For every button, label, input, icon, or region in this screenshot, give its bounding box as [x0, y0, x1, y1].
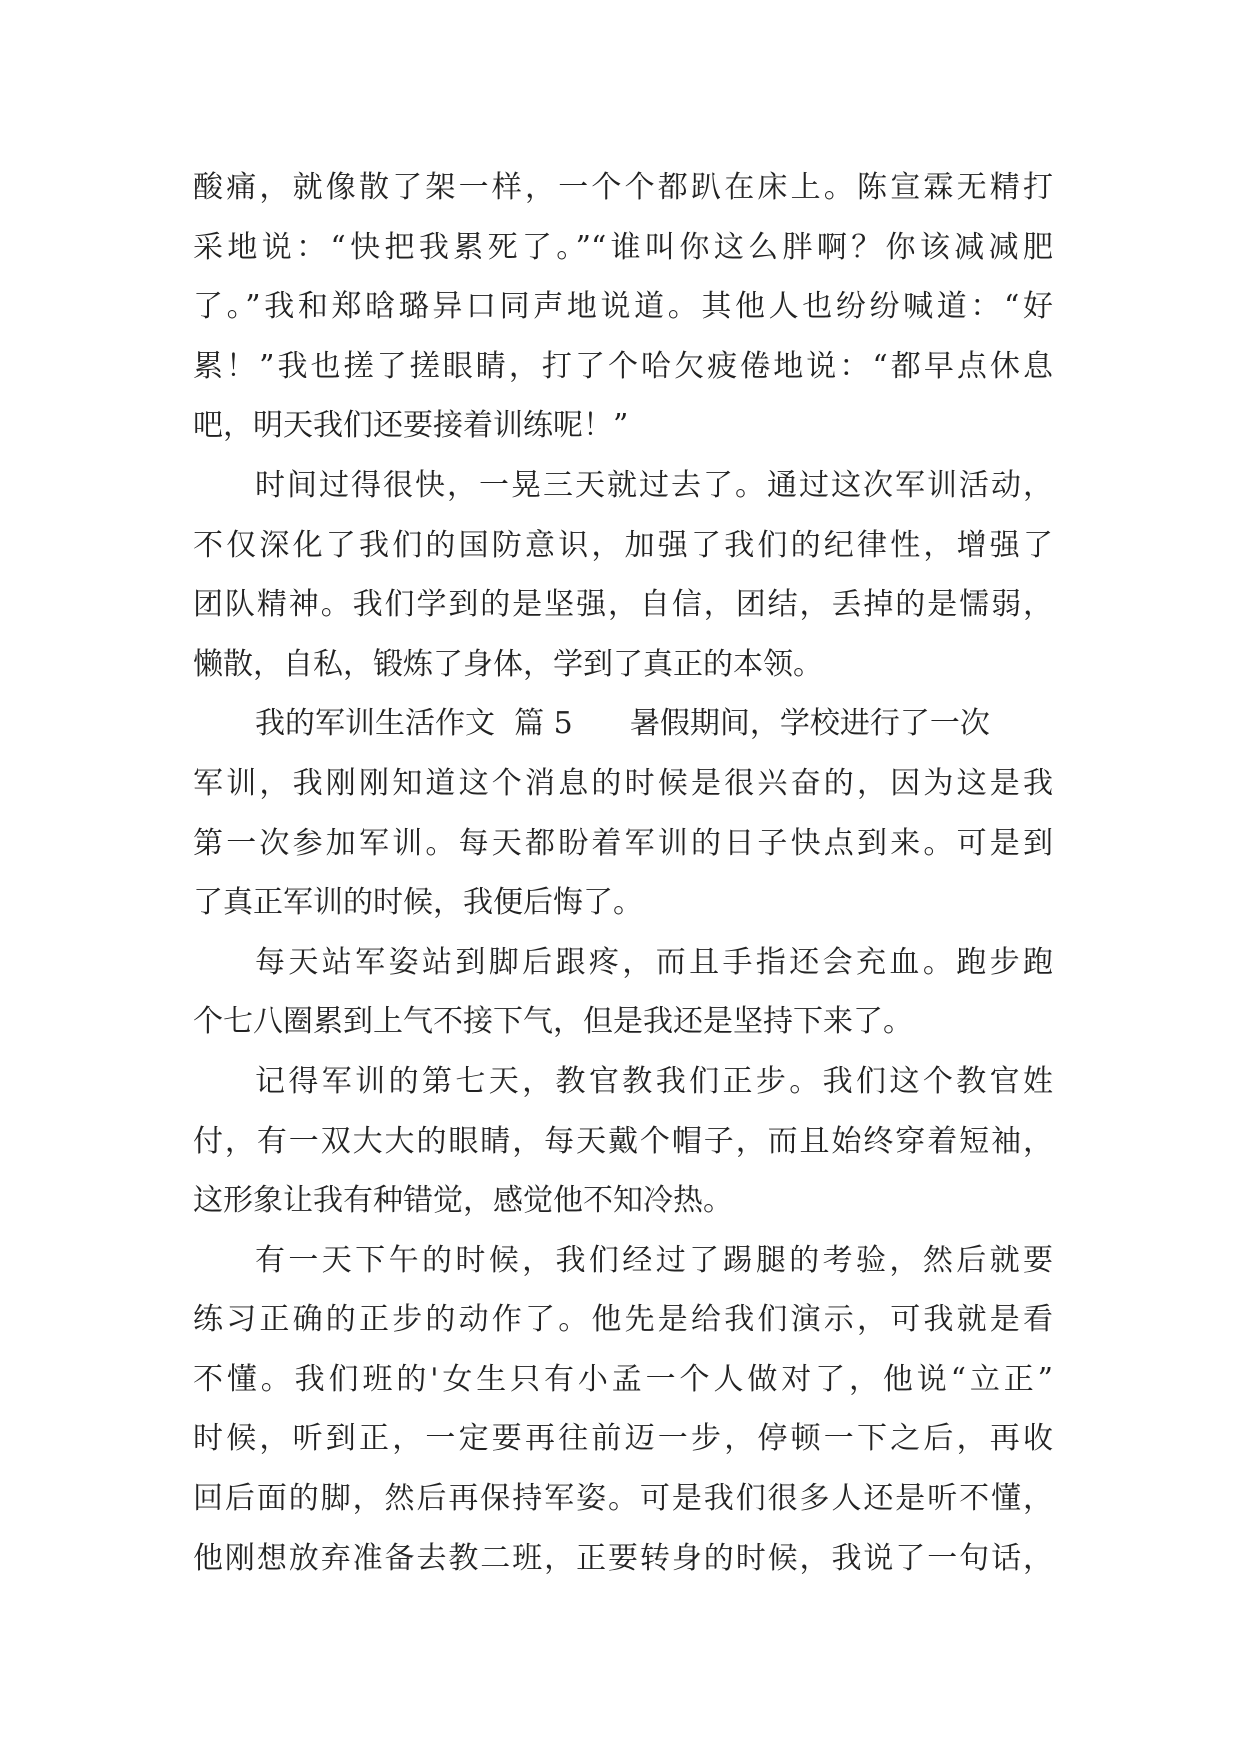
text-line: 时候，听到正，一定要再往前迈一步，停顿一下之后，再收 — [193, 1421, 1053, 1457]
text-line: 累！”我也搓了搓眼睛，打了个哈欠疲倦地说：“都早点休息 — [193, 348, 1053, 384]
text-line: 了真正军训的时候，我便后悔了。 — [193, 885, 643, 921]
text-line: 吧，明天我们还要接着训练呢！” — [193, 408, 629, 444]
text-line: 不懂。我们班的'女生只有小孟一个人做对了，他说“立正” — [193, 1361, 1053, 1397]
text-line: 记得军训的第七天，教官教我们正步。我们这个教官姓 — [255, 1063, 1053, 1099]
text-line: 采地说：“快把我累死了。”“谁叫你这么胖啊？你该减减肥 — [193, 229, 1053, 265]
text-line: 他刚想放弃准备去教二班，正要转身的时候，我说了一句话， — [193, 1540, 1053, 1576]
text-line: 酸痛，就像散了架一样，一个个都趴在床上。陈宣霖无精打 — [193, 170, 1053, 205]
text-line: 军训，我刚刚知道这个消息的时候是很兴奋的，因为这是我 — [193, 765, 1053, 801]
text-line: 付，有一双大大的眼睛，每天戴个帽子，而且始终穿着短袖， — [193, 1123, 1053, 1159]
text-line: 回后面的脚，然后再保持军姿。可是我们很多人还是听不懂， — [193, 1481, 1053, 1517]
text-line: 团队精神。我们学到的是坚强，自信，团结，丢掉的是懦弱， — [193, 587, 1053, 623]
text-line: 有一天下午的时候，我们经过了踢腿的考验，然后就要 — [255, 1242, 1053, 1278]
text-line: 第一次参加军训。每天都盼着军训的日子快点到来。可是到 — [193, 825, 1053, 861]
text-line: 了。”我和郑晗璐异口同声地说道。其他人也纷纷喊道：“好 — [193, 289, 1053, 325]
document-body — [193, 158, 1053, 1588]
text-line: 不仅深化了我们的国防意识，加强了我们的纪律性，增强了 — [193, 527, 1053, 563]
text-line: 练习正确的正步的动作了。他先是给我们演示，可我就是看 — [193, 1302, 1053, 1338]
text-line: 懒散，自私，锻炼了身体，学到了真正的本领。 — [193, 646, 823, 682]
section-heading-line: 我的军训生活作文 篇 5 暑假期间，学校进行了一次 — [255, 706, 990, 742]
text-line: 个七八圈累到上气不接下气，但是我还是坚持下来了。 — [193, 1004, 913, 1040]
text-line: 时间过得很快，一晃三天就过去了。通过这次军训活动， — [255, 467, 1053, 503]
text-line: 这形象让我有种错觉，感觉他不知冷热。 — [193, 1183, 733, 1219]
text-line: 每天站军姿站到脚后跟疼，而且手指还会充血。跑步跑 — [255, 944, 1053, 980]
